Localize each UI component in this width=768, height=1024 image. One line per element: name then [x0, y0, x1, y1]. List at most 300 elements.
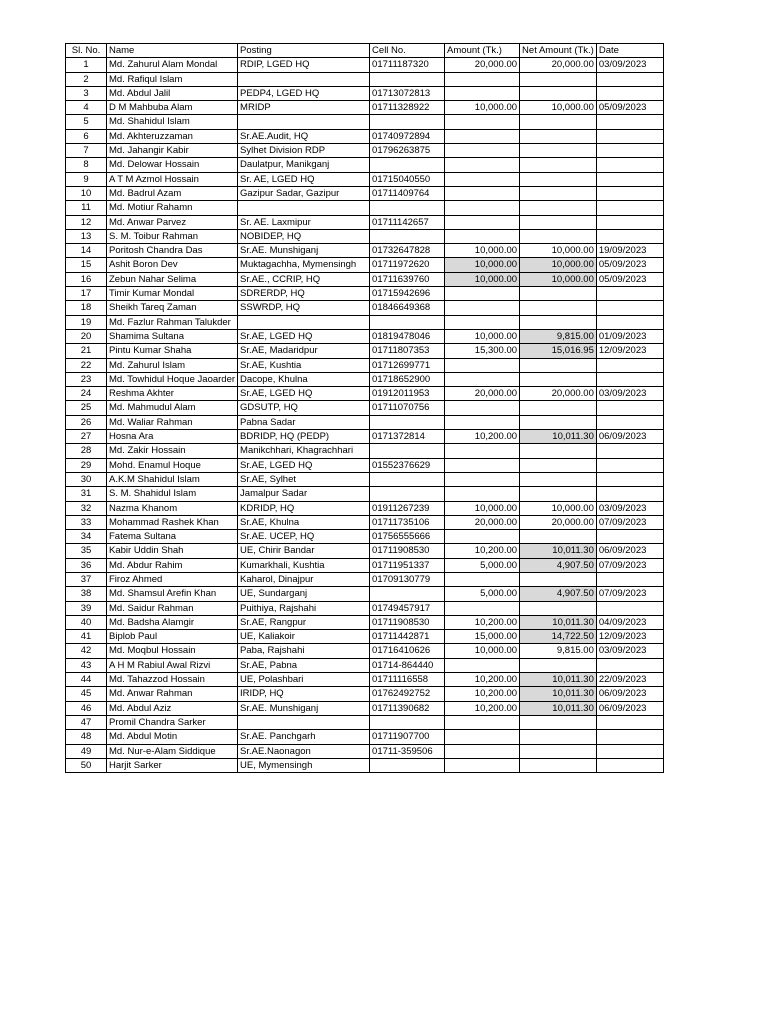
sl-no-cell: 24: [66, 387, 107, 401]
sl-no-cell: 2: [66, 72, 107, 86]
posting-cell: Gazipur Sadar, Gazipur: [238, 186, 370, 200]
date-cell: [596, 658, 663, 672]
cell-no-cell: [370, 444, 445, 458]
amount-cell: [445, 287, 520, 301]
posting-cell: Sr.AE, LGED HQ: [238, 387, 370, 401]
sl-no-cell: 36: [66, 558, 107, 572]
cell-no-cell: 01711142657: [370, 215, 445, 229]
posting-cell: Sr.AE, LGED HQ: [238, 329, 370, 343]
date-cell: 06/09/2023: [596, 701, 663, 715]
name-cell: Md. Anwar Parvez: [107, 215, 238, 229]
sl-no-cell: 48: [66, 730, 107, 744]
posting-cell: UE, Kaliakoir: [238, 630, 370, 644]
sl-no-cell: 32: [66, 501, 107, 515]
cell-no-cell: 01711116558: [370, 673, 445, 687]
cell-no-cell: [370, 229, 445, 243]
date-cell: [596, 458, 663, 472]
table-row: [66, 329, 664, 343]
name-cell: Md. Anwar Rahman: [107, 687, 238, 701]
header-amount: Amount (Tk.): [445, 44, 520, 58]
net-amount-cell: 10,000.00: [520, 501, 597, 515]
table-row: [66, 487, 664, 501]
amount-cell: [445, 444, 520, 458]
amount-cell: [445, 215, 520, 229]
date-cell: 07/09/2023: [596, 587, 663, 601]
net-amount-cell: [520, 158, 597, 172]
name-cell: Md. Nur-e-Alam Siddique: [107, 744, 238, 758]
net-amount-cell: 20,000.00: [520, 515, 597, 529]
amount-cell: 10,000.00: [445, 329, 520, 343]
net-amount-cell: [520, 415, 597, 429]
name-cell: Md. Delowar Hossain: [107, 158, 238, 172]
amount-cell: [445, 758, 520, 772]
sl-no-cell: 40: [66, 615, 107, 629]
payment-table: [65, 43, 664, 773]
net-amount-cell: [520, 715, 597, 729]
date-cell: 01/09/2023: [596, 329, 663, 343]
posting-cell: GDSUTP, HQ: [238, 401, 370, 415]
posting-cell: Sr.AE, Sylhet: [238, 472, 370, 486]
table-row: [66, 558, 664, 572]
amount-cell: [445, 472, 520, 486]
name-cell: Md. Jahangir Kabir: [107, 144, 238, 158]
date-cell: [596, 201, 663, 215]
date-cell: [596, 358, 663, 372]
cell-no-cell: [370, 472, 445, 486]
posting-cell: Sr.AE, Rangpur: [238, 615, 370, 629]
date-cell: 19/09/2023: [596, 244, 663, 258]
name-cell: A H M Rabiul Awal Rizvi: [107, 658, 238, 672]
date-cell: [596, 315, 663, 329]
sl-no-cell: 30: [66, 472, 107, 486]
amount-cell: [445, 415, 520, 429]
header-sl-no: Sl. No.: [66, 44, 107, 58]
name-cell: Sheikh Tareq Zaman: [107, 301, 238, 315]
table-row: [66, 272, 664, 286]
cell-no-cell: 01749457917: [370, 601, 445, 615]
posting-cell: Sr.AE. Munshiganj: [238, 701, 370, 715]
net-amount-cell: [520, 601, 597, 615]
date-cell: [596, 758, 663, 772]
amount-cell: 15,000.00: [445, 630, 520, 644]
table-row: [66, 515, 664, 529]
net-amount-cell: [520, 472, 597, 486]
posting-cell: [238, 715, 370, 729]
sl-no-cell: 49: [66, 744, 107, 758]
cell-no-cell: 01711972620: [370, 258, 445, 272]
amount-cell: [445, 144, 520, 158]
date-cell: 12/09/2023: [596, 630, 663, 644]
amount-cell: 20,000.00: [445, 387, 520, 401]
net-amount-cell: 4,907.50: [520, 558, 597, 572]
table-row: [66, 201, 664, 215]
amount-cell: [445, 730, 520, 744]
amount-cell: 10,000.00: [445, 258, 520, 272]
cell-no-cell: 01712699771: [370, 358, 445, 372]
date-cell: [596, 287, 663, 301]
cell-no-cell: 01711908530: [370, 615, 445, 629]
date-cell: 06/09/2023: [596, 430, 663, 444]
table-row: [66, 644, 664, 658]
cell-no-cell: [370, 587, 445, 601]
date-cell: [596, 215, 663, 229]
name-cell: S. M. Toibur Rahman: [107, 229, 238, 243]
amount-cell: 10,200.00: [445, 701, 520, 715]
amount-cell: 10,000.00: [445, 501, 520, 515]
name-cell: Md. Mahmudul Alam: [107, 401, 238, 415]
name-cell: Poritosh Chandra Das: [107, 244, 238, 258]
net-amount-cell: [520, 287, 597, 301]
net-amount-cell: 10,011.30: [520, 544, 597, 558]
table-row: [66, 158, 664, 172]
date-cell: [596, 601, 663, 615]
posting-cell: Daulatpur, Manikganj: [238, 158, 370, 172]
posting-cell: [238, 72, 370, 86]
cell-no-cell: 01711735106: [370, 515, 445, 529]
table-row: [66, 530, 664, 544]
table-row: [66, 287, 664, 301]
net-amount-cell: [520, 572, 597, 586]
amount-cell: [445, 487, 520, 501]
amount-cell: [445, 201, 520, 215]
cell-no-cell: 01711908530: [370, 544, 445, 558]
sl-no-cell: 41: [66, 630, 107, 644]
amount-cell: [445, 358, 520, 372]
posting-cell: Sr.AE, Madaridpur: [238, 344, 370, 358]
net-amount-cell: [520, 115, 597, 129]
amount-cell: [445, 301, 520, 315]
net-amount-cell: [520, 144, 597, 158]
table-row: [66, 372, 664, 386]
cell-no-cell: 01711639760: [370, 272, 445, 286]
name-cell: Md. Zahurul Islam: [107, 358, 238, 372]
name-cell: Md. Zahurul Alam Mondal: [107, 58, 238, 72]
cell-no-cell: [370, 487, 445, 501]
cell-no-cell: 01846649368: [370, 301, 445, 315]
net-amount-cell: 10,000.00: [520, 272, 597, 286]
cell-no-cell: 01762492752: [370, 687, 445, 701]
amount-cell: 10,200.00: [445, 430, 520, 444]
sl-no-cell: 3: [66, 86, 107, 100]
name-cell: Biplob Paul: [107, 630, 238, 644]
posting-cell: Sr.AE, Pabna: [238, 658, 370, 672]
net-amount-cell: [520, 401, 597, 415]
amount-cell: [445, 401, 520, 415]
net-amount-cell: 20,000.00: [520, 58, 597, 72]
amount-cell: 10,200.00: [445, 544, 520, 558]
sl-no-cell: 7: [66, 144, 107, 158]
posting-cell: Kumarkhali, Kushtia: [238, 558, 370, 572]
table-row: [66, 86, 664, 100]
name-cell: Firoz Ahmed: [107, 572, 238, 586]
table-row: [66, 472, 664, 486]
amount-cell: [445, 372, 520, 386]
posting-cell: Sr.AE. UCEP, HQ: [238, 530, 370, 544]
net-amount-cell: 10,000.00: [520, 101, 597, 115]
amount-cell: 10,000.00: [445, 272, 520, 286]
name-cell: Harjit Sarker: [107, 758, 238, 772]
sl-no-cell: 16: [66, 272, 107, 286]
cell-no-cell: [370, 758, 445, 772]
amount-cell: 20,000.00: [445, 58, 520, 72]
amount-cell: [445, 229, 520, 243]
date-cell: 05/09/2023: [596, 272, 663, 286]
sl-no-cell: 25: [66, 401, 107, 415]
sl-no-cell: 37: [66, 572, 107, 586]
amount-cell: [445, 72, 520, 86]
name-cell: Zebun Nahar Selima: [107, 272, 238, 286]
date-cell: [596, 744, 663, 758]
posting-cell: Muktagachha, Mymensingh: [238, 258, 370, 272]
net-amount-cell: 9,815.00: [520, 329, 597, 343]
name-cell: Promil Chandra Sarker: [107, 715, 238, 729]
posting-cell: Puithiya, Rajshahi: [238, 601, 370, 615]
date-cell: [596, 158, 663, 172]
name-cell: Ashit Boron Dev: [107, 258, 238, 272]
net-amount-cell: 10,011.30: [520, 673, 597, 687]
sl-no-cell: 20: [66, 329, 107, 343]
amount-cell: [445, 129, 520, 143]
net-amount-cell: [520, 730, 597, 744]
posting-cell: SDRERDP, HQ: [238, 287, 370, 301]
header-cell-no: Cell No.: [370, 44, 445, 58]
cell-no-cell: 01714-864440: [370, 658, 445, 672]
posting-cell: BDRIDP, HQ (PEDP): [238, 430, 370, 444]
sl-no-cell: 26: [66, 415, 107, 429]
name-cell: Nazma Khanom: [107, 501, 238, 515]
date-cell: 03/09/2023: [596, 58, 663, 72]
posting-cell: Dacope, Khulna: [238, 372, 370, 386]
amount-cell: 15,300.00: [445, 344, 520, 358]
amount-cell: [445, 715, 520, 729]
posting-cell: Paba, Rajshahi: [238, 644, 370, 658]
table-row: [66, 715, 664, 729]
date-cell: [596, 229, 663, 243]
net-amount-cell: [520, 372, 597, 386]
net-amount-cell: [520, 744, 597, 758]
cell-no-cell: 01711187320: [370, 58, 445, 72]
date-cell: 12/09/2023: [596, 344, 663, 358]
posting-cell: Jamalpur Sadar: [238, 487, 370, 501]
name-cell: Md. Abdur Rahim: [107, 558, 238, 572]
table-row: [66, 244, 664, 258]
posting-cell: UE, Mymensingh: [238, 758, 370, 772]
table-row: [66, 544, 664, 558]
table-row: [66, 687, 664, 701]
sl-no-cell: 17: [66, 287, 107, 301]
net-amount-cell: 10,000.00: [520, 244, 597, 258]
name-cell: D M Mahbuba Alam: [107, 101, 238, 115]
name-cell: Md. Badsha Alamgir: [107, 615, 238, 629]
cell-no-cell: 01912011953: [370, 387, 445, 401]
net-amount-cell: 4,907.50: [520, 587, 597, 601]
cell-no-cell: 01715040550: [370, 172, 445, 186]
date-cell: [596, 129, 663, 143]
table-row: [66, 730, 664, 744]
posting-cell: IRIDP, HQ: [238, 687, 370, 701]
table-row: [66, 630, 664, 644]
net-amount-cell: 10,000.00: [520, 258, 597, 272]
table-row: [66, 129, 664, 143]
amount-cell: [445, 115, 520, 129]
posting-cell: Sr. AE. Laxmipur: [238, 215, 370, 229]
header-net-amount: Net Amount (Tk.): [520, 44, 597, 58]
cell-no-cell: [370, 158, 445, 172]
net-amount-cell: 15,016.95: [520, 344, 597, 358]
name-cell: Md. Rafiqul Islam: [107, 72, 238, 86]
table-row: [66, 58, 664, 72]
date-cell: [596, 86, 663, 100]
net-amount-cell: [520, 229, 597, 243]
posting-cell: Manikchhari, Khagrachhari: [238, 444, 370, 458]
sl-no-cell: 15: [66, 258, 107, 272]
name-cell: Md. Abdul Motin: [107, 730, 238, 744]
cell-no-cell: 01819478046: [370, 329, 445, 343]
date-cell: [596, 144, 663, 158]
date-cell: 06/09/2023: [596, 687, 663, 701]
net-amount-cell: [520, 301, 597, 315]
posting-cell: [238, 201, 370, 215]
name-cell: A.K.M Shahidul Islam: [107, 472, 238, 486]
date-cell: [596, 530, 663, 544]
name-cell: Md. Abdul Aziz: [107, 701, 238, 715]
posting-cell: NOBIDEP, HQ: [238, 229, 370, 243]
date-cell: 03/09/2023: [596, 644, 663, 658]
name-cell: Timir Kumar Mondal: [107, 287, 238, 301]
table-row: [66, 758, 664, 772]
table-row: [66, 72, 664, 86]
posting-cell: SSWRDP, HQ: [238, 301, 370, 315]
name-cell: Md. Waliar Rahman: [107, 415, 238, 429]
name-cell: Kabir Uddin Shah: [107, 544, 238, 558]
posting-cell: [238, 315, 370, 329]
cell-no-cell: 01709130779: [370, 572, 445, 586]
net-amount-cell: [520, 72, 597, 86]
cell-no-cell: 01756555666: [370, 530, 445, 544]
sl-no-cell: 5: [66, 115, 107, 129]
name-cell: Md. Saidur Rahman: [107, 601, 238, 615]
cell-no-cell: 01711070756: [370, 401, 445, 415]
table-row: [66, 101, 664, 115]
amount-cell: [445, 186, 520, 200]
date-cell: 06/09/2023: [596, 544, 663, 558]
net-amount-cell: [520, 201, 597, 215]
net-amount-cell: [520, 186, 597, 200]
header-date: Date: [596, 44, 663, 58]
table-row: [66, 258, 664, 272]
date-cell: [596, 186, 663, 200]
sl-no-cell: 4: [66, 101, 107, 115]
date-cell: [596, 72, 663, 86]
table-row: [66, 658, 664, 672]
posting-cell: Sr. AE, LGED HQ: [238, 172, 370, 186]
sl-no-cell: 39: [66, 601, 107, 615]
date-cell: 03/09/2023: [596, 387, 663, 401]
date-cell: [596, 715, 663, 729]
date-cell: 04/09/2023: [596, 615, 663, 629]
net-amount-cell: [520, 86, 597, 100]
sl-no-cell: 31: [66, 487, 107, 501]
sl-no-cell: 22: [66, 358, 107, 372]
net-amount-cell: 10,011.30: [520, 615, 597, 629]
cell-no-cell: 01711409764: [370, 186, 445, 200]
amount-cell: 10,200.00: [445, 615, 520, 629]
amount-cell: [445, 744, 520, 758]
name-cell: Mohd. Enamul Hoque: [107, 458, 238, 472]
posting-cell: Sylhet Division RDP: [238, 144, 370, 158]
name-cell: Md. Motiur Rahamn: [107, 201, 238, 215]
name-cell: Md. Tahazzod Hossain: [107, 673, 238, 687]
sl-no-cell: 42: [66, 644, 107, 658]
amount-cell: [445, 658, 520, 672]
cell-no-cell: [370, 72, 445, 86]
net-amount-cell: 14,722.50: [520, 630, 597, 644]
amount-cell: [445, 601, 520, 615]
table-row: [66, 572, 664, 586]
posting-cell: Sr.AE, Khulna: [238, 515, 370, 529]
name-cell: Md. Abdul Jalil: [107, 86, 238, 100]
net-amount-cell: 10,011.30: [520, 701, 597, 715]
name-cell: Fatema Sultana: [107, 530, 238, 544]
amount-cell: 10,000.00: [445, 644, 520, 658]
amount-cell: [445, 158, 520, 172]
amount-cell: 10,000.00: [445, 101, 520, 115]
name-cell: Hosna Ara: [107, 430, 238, 444]
posting-cell: Sr.AE, Kushtia: [238, 358, 370, 372]
cell-no-cell: 01911267239: [370, 501, 445, 515]
sl-no-cell: 50: [66, 758, 107, 772]
table-row: [66, 344, 664, 358]
cell-no-cell: [370, 201, 445, 215]
net-amount-cell: [520, 215, 597, 229]
table-row: [66, 301, 664, 315]
cell-no-cell: [370, 415, 445, 429]
table-row: [66, 744, 664, 758]
posting-cell: Sr.AE. Panchgarh: [238, 730, 370, 744]
table-row: [66, 501, 664, 515]
name-cell: S. M. Shahidul Islam: [107, 487, 238, 501]
date-cell: [596, 401, 663, 415]
sl-no-cell: 28: [66, 444, 107, 458]
amount-cell: 10,200.00: [445, 687, 520, 701]
table-row: [66, 430, 664, 444]
cell-no-cell: [370, 115, 445, 129]
date-cell: [596, 372, 663, 386]
sl-no-cell: 13: [66, 229, 107, 243]
amount-cell: 10,200.00: [445, 673, 520, 687]
posting-cell: UE, Chirir Bandar: [238, 544, 370, 558]
table-row: [66, 587, 664, 601]
cell-no-cell: 01711807353: [370, 344, 445, 358]
table-row: [66, 215, 664, 229]
cell-no-cell: 01711328922: [370, 101, 445, 115]
posting-cell: Sr.AE.Naonagon: [238, 744, 370, 758]
date-cell: 07/09/2023: [596, 515, 663, 529]
amount-cell: [445, 315, 520, 329]
table-row: [66, 444, 664, 458]
sl-no-cell: 12: [66, 215, 107, 229]
net-amount-cell: [520, 358, 597, 372]
name-cell: Md. Badrul Azam: [107, 186, 238, 200]
sl-no-cell: 14: [66, 244, 107, 258]
net-amount-cell: [520, 530, 597, 544]
name-cell: Pintu Kumar Shaha: [107, 344, 238, 358]
amount-cell: [445, 530, 520, 544]
sl-no-cell: 47: [66, 715, 107, 729]
sl-no-cell: 23: [66, 372, 107, 386]
net-amount-cell: [520, 444, 597, 458]
net-amount-cell: 10,011.30: [520, 430, 597, 444]
